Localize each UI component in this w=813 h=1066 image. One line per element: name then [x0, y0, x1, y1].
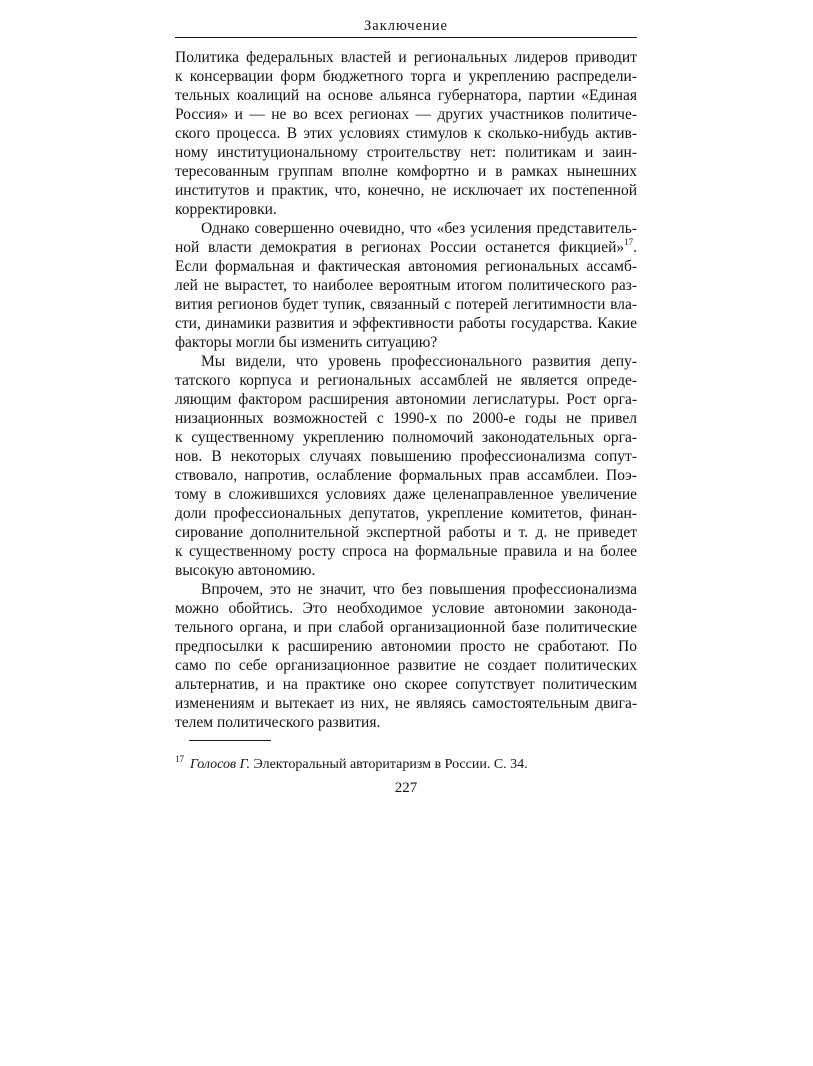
text-line: к существенному укреплению полномочий законодательных орга- [175, 429, 637, 446]
header-rule [175, 37, 637, 38]
text-line: сирование дополнительной экспертной работы и т. д. не приведет [175, 524, 637, 541]
footnote [175, 750, 637, 774]
text-line: Если формальная и фактическая автономия региональных ассамб- [175, 258, 637, 275]
text-line-with-footnote: ной власти демократия в регионах России останется фикцией»$^{17}$. [175, 238, 637, 256]
text-line: к консервации форм бюджетного торга и укреплению распредели- [175, 68, 637, 85]
text-line: тельного органа, и при слабой организационной базе политические [175, 619, 637, 636]
page-number: 227 [394, 780, 418, 796]
text-line: тому в сложившихся условиях даже целенаправленное увеличение [175, 486, 637, 503]
text-line: предпосылки к расширению автономии просто не сработают. По [175, 638, 637, 655]
text-line: низационных возможностей с 1990-х по 2000-е годы не привел [175, 410, 637, 427]
footnote-ref[interactable]: 17 [624, 238, 634, 247]
text-line: ского процесса. В этих условиях стимулов к сколько-нибудь актив- [175, 125, 637, 142]
text-line: изменениям и вытекает из них, не являясь самостоятельным двига- [175, 695, 637, 712]
text-line: сти, динамики развития и эффективности работы государства. Какие [175, 315, 637, 332]
text-line: нов. В некоторых случаях повышению профессионализма сопут- [175, 448, 637, 465]
text-line: ному институциональному строительству нет: политикам и заин- [175, 144, 637, 161]
running-head: Заключение [364, 18, 448, 34]
text-line: можно обойтись. Это необходимое условие автономии законода- [175, 600, 637, 617]
text-line: альтернатив, и на практике оно скорее сопутствует политическим [175, 676, 637, 693]
text-line: корректировки. [175, 201, 277, 218]
text-line: тельных коалиций на основе альянса губернатора, партии «Единая [175, 87, 637, 104]
text-line: татского корпуса и региональных ассамблей не является опреде- [175, 372, 637, 389]
text-line: высокую автономию. [175, 562, 316, 579]
text-line: Однако совершенно очевидно, что «без усиления представитель- [201, 220, 637, 237]
text-line: Россия» и — не во всех регионах — других участников политиче- [175, 106, 637, 123]
text-line: вития регионов будет тупик, связанный с потерей легитимности вла- [175, 296, 637, 313]
text-line: ляющим фактором расширения автономии легислатуры. Рост орга- [175, 391, 637, 408]
text-line: само по себе организационное развитие не создает политических [175, 657, 637, 674]
text-line: институтов и практик, что, конечно, не исключает их постепенной [175, 182, 637, 199]
text-line: факторы могли бы изменить ситуацию? [175, 334, 438, 351]
text-line: ствовало, напротив, ослабление формальных прав ассамблеи. Поэ- [175, 467, 637, 484]
text-line: тересованным группам вполне комфортно и в рамках нынешних [175, 163, 637, 180]
text-line: Впрочем, это не значит, что без повышения профессионализма [201, 581, 637, 598]
text-line: Мы видели, что уровень профессионального развития депу- [201, 353, 637, 370]
footnote-number: 17 [175, 754, 184, 764]
text-line: доли профессиональных депутатов, укрепление комитетов, финан- [175, 505, 637, 522]
text-line: телем политического развития. [175, 714, 381, 731]
text-line: к существенному росту спроса на формальные правила и на более [175, 543, 637, 560]
footnote-author: Голосов Г. [190, 757, 251, 772]
footnote-rule [189, 740, 271, 741]
footnote-text: Электоральный авторитаризм в России. С. 34. [253, 757, 528, 772]
text-line: лей не вырастет, то наиболее вероятным итогом политического раз- [175, 277, 637, 294]
text-fragment: ной власти демократия в регионах России останется фикцией» [175, 239, 625, 256]
text-line: Политика федеральных властей и региональных лидеров приводит [175, 49, 637, 66]
